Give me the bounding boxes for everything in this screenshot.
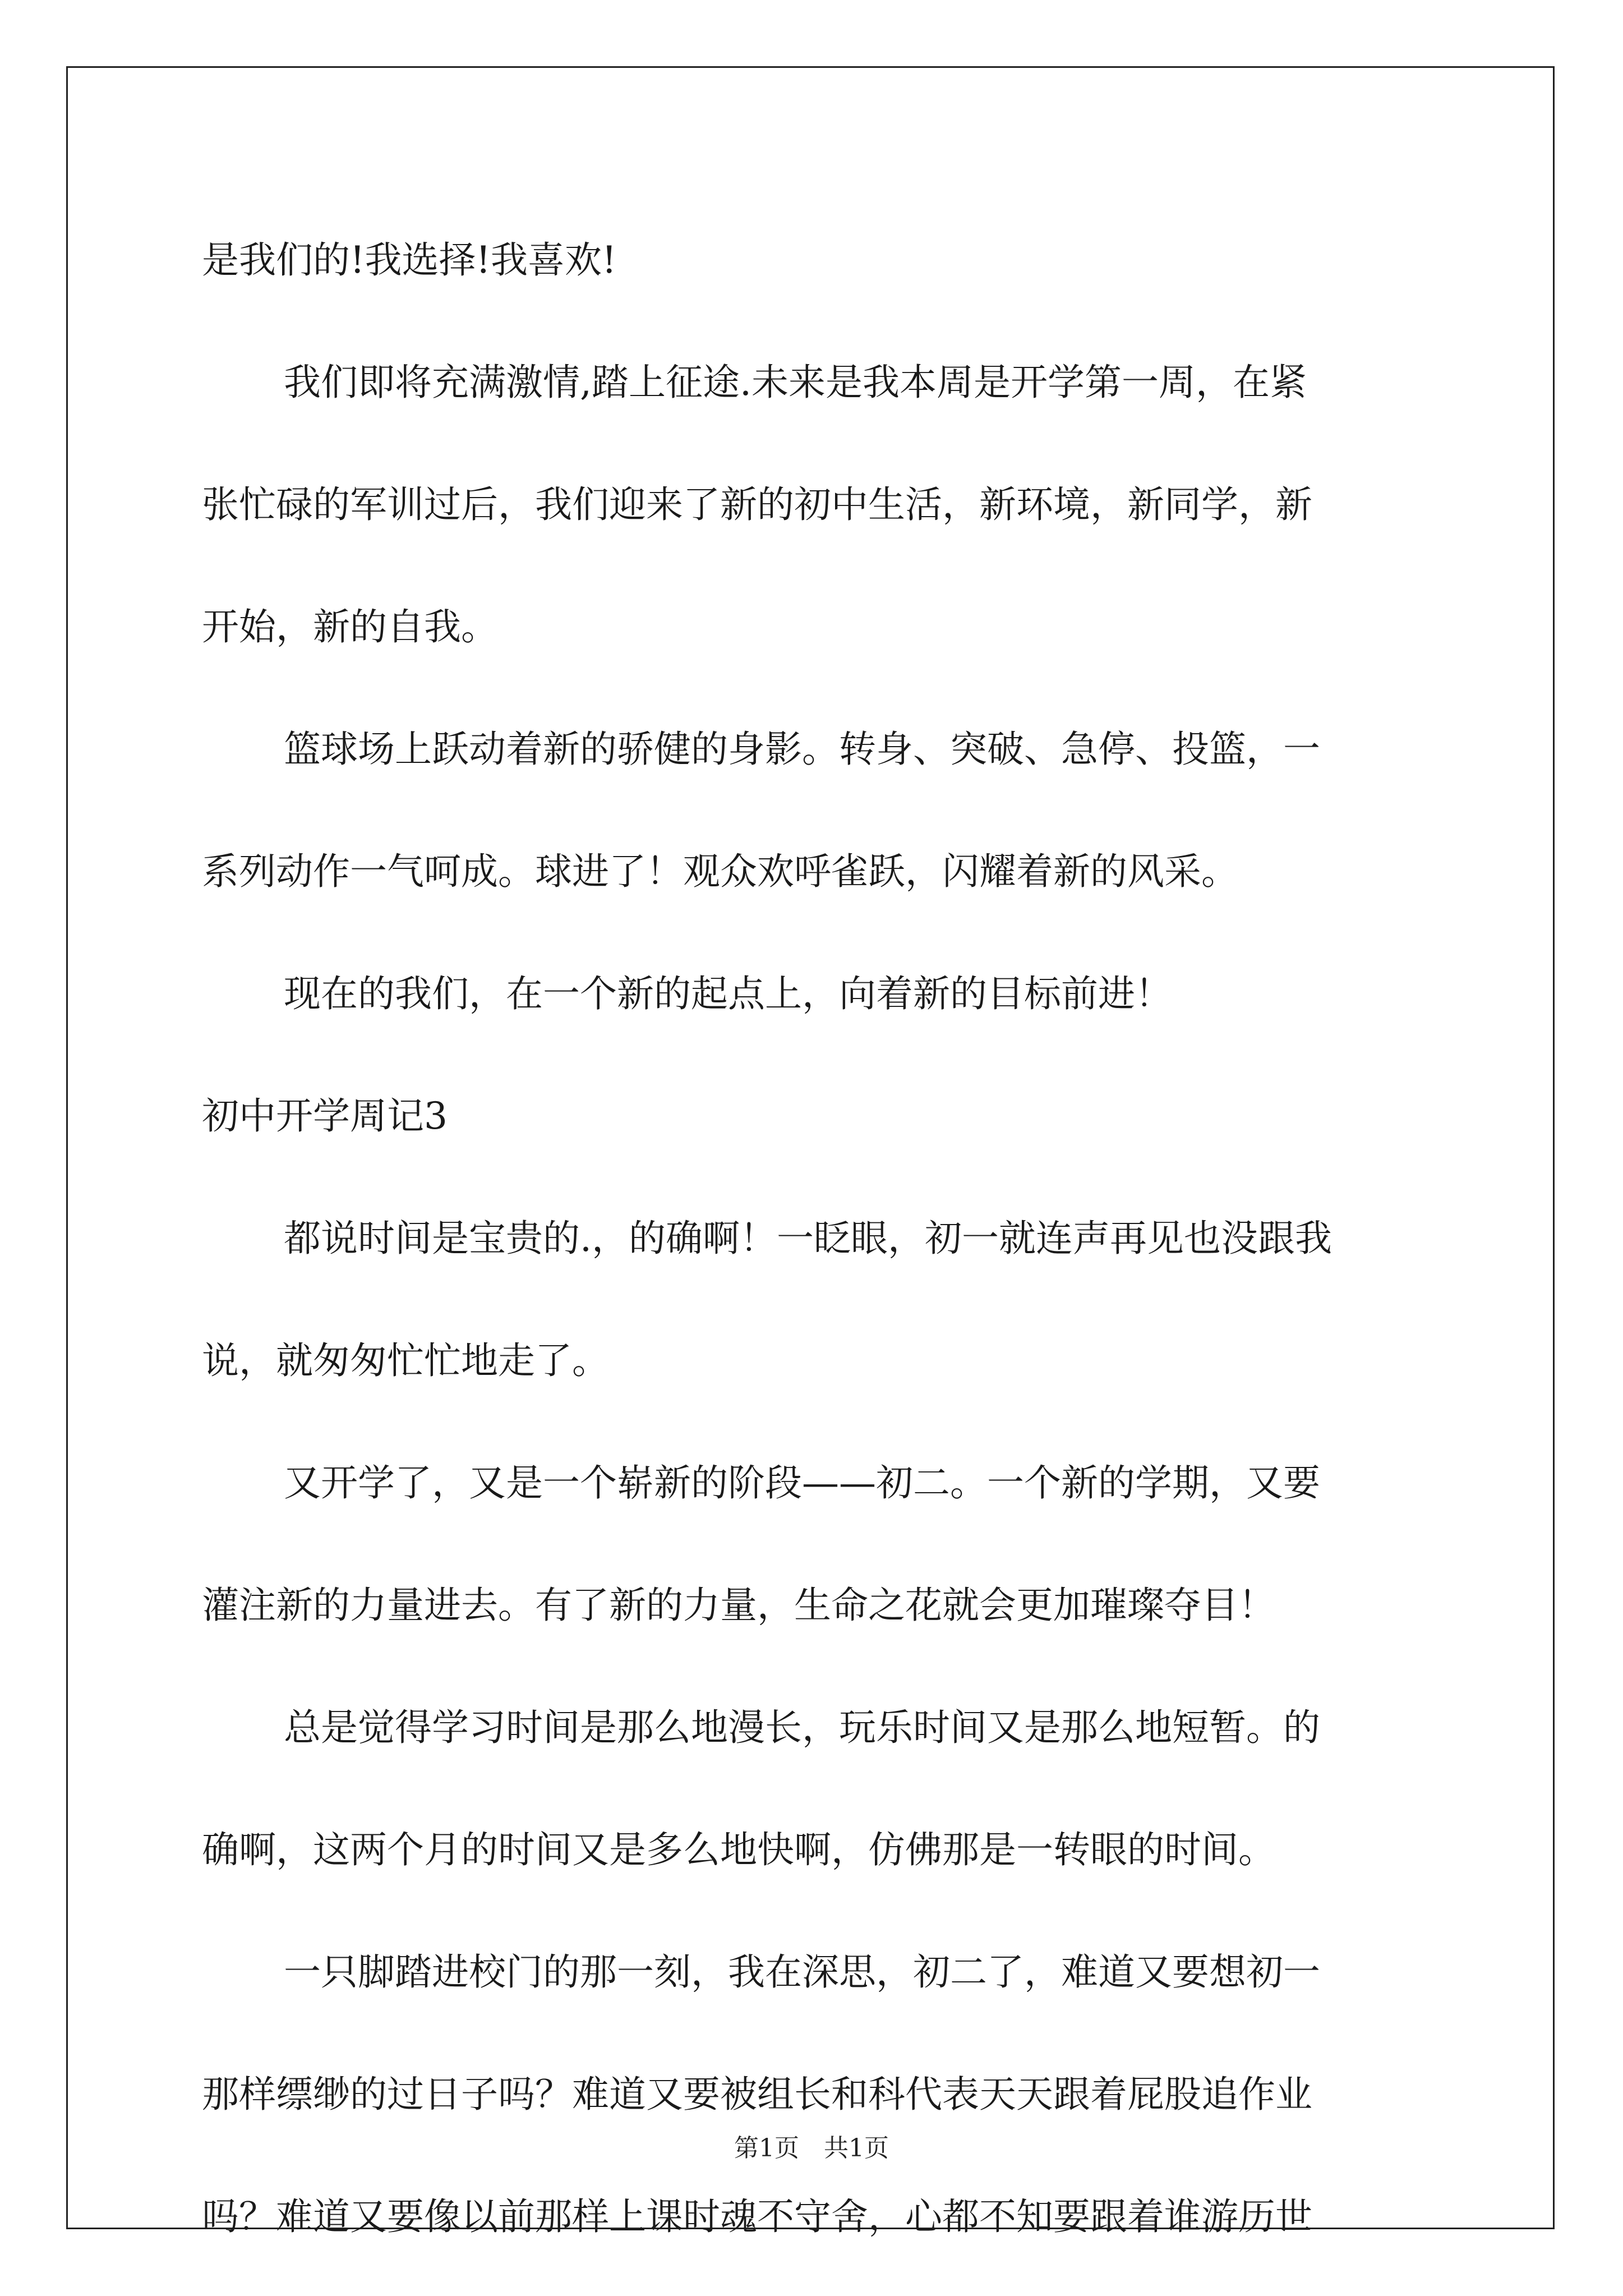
- document-body: [202, 199, 1430, 2278]
- text-line: 那样缥缈的过日子吗？难道又要被组长和科代表天天跟着屁股追作业: [202, 2073, 1312, 2116]
- text-line: 说，就匆匆忙忙地走了。: [202, 1339, 609, 1382]
- text-line: 确啊，这两个月的时间又是多么地快啊，仿佛那是一转眼的时间。: [202, 1828, 1275, 1871]
- text-line: 开始，新的自我。: [202, 605, 498, 648]
- text-line: 灌注新的力量进去。有了新的力量，生命之花就会更加璀璨夺目！: [202, 1584, 1275, 1627]
- text-line: 一只脚踏进校门的那一刻，我在深思，初二了，难道又要想初一: [284, 1950, 1320, 1994]
- text-line: 篮球场上跃动着新的骄健的身影。转身、突破、急停、投篮，一: [284, 728, 1320, 771]
- section-heading: 初中开学周记3: [202, 1094, 448, 1138]
- text-line: 总是觉得学习时间是那么地漫长，玩乐时间又是那么地短暂。的: [284, 1706, 1320, 1749]
- text-line: 张忙碌的军训过后，我们迎来了新的初中生活，新环境，新同学，新: [202, 483, 1312, 526]
- text-line: 吗？难道又要像以前那样上课时魂不守舍，心都不知要跟着谁游历世: [202, 2195, 1312, 2238]
- text-line: 我们即将充满激情,踏上征途.未来是我本周是开学第一周，在紧: [284, 361, 1307, 404]
- text-line: 系列动作一气呵成。球进了！观众欢呼雀跃，闪耀着新的风采。: [202, 850, 1238, 893]
- page-number-footer: 第1页 共1页: [734, 2134, 889, 2162]
- text-line: 又开学了，又是一个崭新的阶段——初二。一个新的学期，又要: [284, 1461, 1320, 1504]
- text-line: 是我们的!我选择!我喜欢!: [202, 238, 617, 282]
- text-line: 现在的我们，在一个新的起点上，向着新的目标前进！: [284, 972, 1172, 1015]
- text-line: 都说时间是宝贵的.，的确啊！一眨眼，初一就连声再见也没跟我: [284, 1217, 1332, 1260]
